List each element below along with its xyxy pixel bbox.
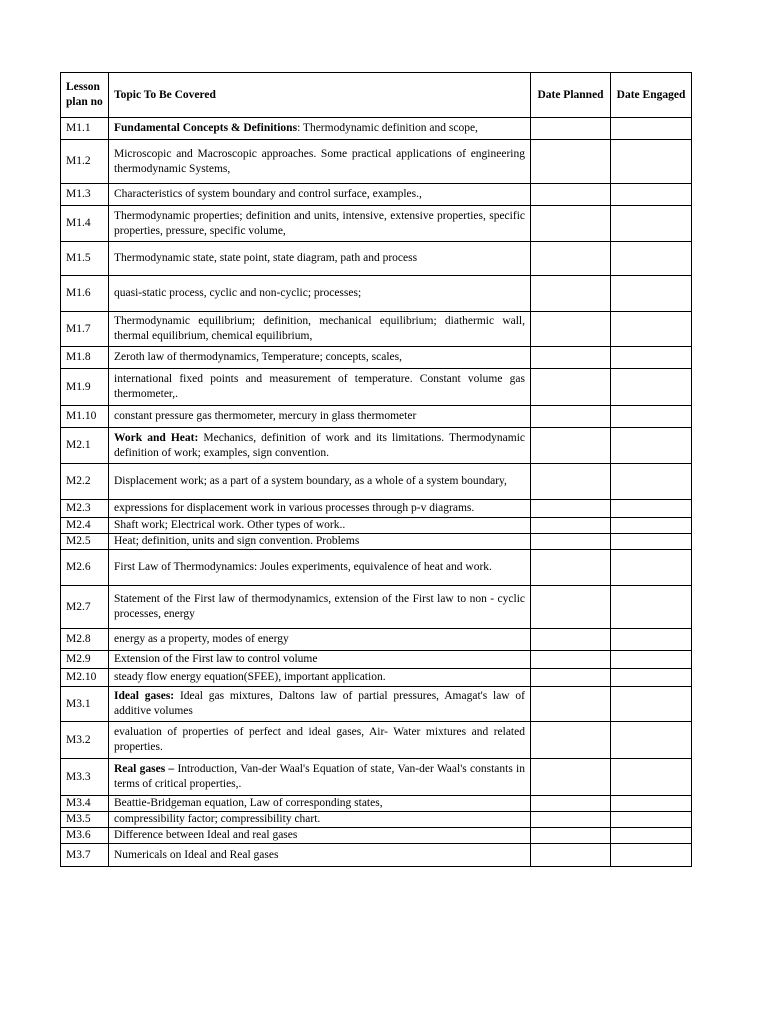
- date-engaged-cell: [611, 534, 692, 550]
- topic-heading: Ideal gases:: [114, 690, 175, 702]
- lesson-plan-number: M2.5: [61, 534, 109, 550]
- date-planned-cell: [531, 550, 611, 586]
- lesson-plan-number: M3.4: [61, 796, 109, 812]
- date-planned-cell: [531, 464, 611, 500]
- table-row: [61, 242, 692, 276]
- lesson-plan-number: M2.9: [61, 651, 109, 669]
- table-row: [61, 312, 692, 347]
- lesson-plan-number: M1.3: [61, 184, 109, 206]
- lesson-plan-number: M2.8: [61, 629, 109, 651]
- lesson-plan-number: M3.5: [61, 812, 109, 828]
- date-planned-cell: [531, 518, 611, 534]
- lesson-plan-number: M2.2: [61, 464, 109, 500]
- lesson-plan-number: M1.9: [61, 369, 109, 406]
- date-planned-cell: [531, 369, 611, 406]
- date-engaged-cell: [611, 796, 692, 812]
- date-planned-cell: [531, 206, 611, 242]
- lesson-plan-number: M2.7: [61, 586, 109, 629]
- table-row: [61, 534, 692, 550]
- topic-cell: [109, 669, 531, 687]
- lesson-plan-number: M1.5: [61, 242, 109, 276]
- lesson-plan-table: [60, 72, 692, 867]
- header-row: [61, 73, 692, 118]
- topic-text: quasi-static process, cyclic and non-cyclic; processes;: [114, 287, 362, 299]
- date-engaged-cell: [611, 369, 692, 406]
- lesson-plan-number: M3.2: [61, 722, 109, 759]
- lesson-plan-number: M2.6: [61, 550, 109, 586]
- lesson-plan-number: M1.1: [61, 118, 109, 140]
- table-row: [61, 669, 692, 687]
- lesson-plan-number: M3.3: [61, 759, 109, 796]
- topic-text: Thermodynamic equilibrium; definition, mechanical equilibrium; diathermic wall, thermal equilibrium, chemical equilibrium,: [114, 315, 525, 342]
- topic-cell: [109, 687, 531, 722]
- date-planned-header: Date Planned: [531, 73, 611, 118]
- topic-text: Characteristics of system boundary and control surface, examples.,: [114, 188, 422, 200]
- date-planned-cell: [531, 828, 611, 844]
- topic-cell: [109, 518, 531, 534]
- topic-cell: [109, 500, 531, 518]
- topic-cell: [109, 550, 531, 586]
- table-row: [61, 428, 692, 464]
- lesson-plan-number: M2.4: [61, 518, 109, 534]
- topic-text: Statement of the First law of thermodynamics, extension of the First law to non - cyclic processes, energy: [114, 593, 525, 620]
- topic-cell: [109, 534, 531, 550]
- date-engaged-cell: [611, 828, 692, 844]
- date-planned-cell: [531, 118, 611, 140]
- lesson-plan-body: [61, 73, 692, 867]
- topic-text: expressions for displacement work in various processes through p-v diagrams.: [114, 502, 475, 514]
- topic-cell: [109, 369, 531, 406]
- date-engaged-cell: [611, 464, 692, 500]
- table-row: [61, 500, 692, 518]
- date-engaged-cell: [611, 118, 692, 140]
- table-row: [61, 464, 692, 500]
- table-row: [61, 184, 692, 206]
- date-planned-cell: [531, 534, 611, 550]
- date-engaged-cell: [611, 312, 692, 347]
- date-planned-cell: [531, 722, 611, 759]
- topic-cell: [109, 428, 531, 464]
- topic-text: Numericals on Ideal and Real gases: [114, 848, 279, 861]
- date-engaged-cell: [611, 629, 692, 651]
- date-planned-cell: [531, 140, 611, 184]
- date-engaged-cell: [611, 347, 692, 369]
- topic-cell: [109, 312, 531, 347]
- date-engaged-cell: [611, 669, 692, 687]
- table-row: [61, 406, 692, 428]
- lesson-plan-number: M1.10: [61, 406, 109, 428]
- table-row: [61, 518, 692, 534]
- date-planned-cell: [531, 687, 611, 722]
- date-planned-cell: [531, 586, 611, 629]
- lesson-plan-number: M1.8: [61, 347, 109, 369]
- date-engaged-header: Date Engaged: [611, 73, 692, 118]
- lesson-plan-number: M1.6: [61, 276, 109, 312]
- topic-text: Thermodynamic state, state point, state diagram, path and process: [114, 252, 418, 264]
- date-planned-cell: [531, 669, 611, 687]
- topic-text: : Thermodynamic definition and scope,: [297, 122, 478, 134]
- date-planned-cell: [531, 844, 611, 867]
- lesson-plan-number: M3.7: [61, 844, 109, 867]
- table-row: [61, 828, 692, 844]
- topic-cell: [109, 184, 531, 206]
- date-engaged-cell: [611, 550, 692, 586]
- lesson-plan-number: M1.7: [61, 312, 109, 347]
- date-planned-cell: [531, 242, 611, 276]
- date-planned-cell: [531, 500, 611, 518]
- topic-cell: [109, 347, 531, 369]
- topic-text: energy as a property, modes of energy: [114, 633, 289, 645]
- topic-cell: [109, 242, 531, 276]
- date-planned-cell: [531, 276, 611, 312]
- lesson-plan-number: M1.4: [61, 206, 109, 242]
- table-row: [61, 347, 692, 369]
- topic-text: compressibility factor; compressibility chart.: [114, 813, 321, 825]
- date-engaged-cell: [611, 722, 692, 759]
- table-row: [61, 687, 692, 722]
- table-row: [61, 586, 692, 629]
- table-row: [61, 844, 692, 867]
- date-engaged-cell: [611, 500, 692, 518]
- topic-text: Mechanics, definition of work and its limitations. Thermodynamic definition of work; examples, sign convention.: [114, 431, 526, 459]
- topic-text: First Law of Thermodynamics: Joules experiments, equivalence of heat and work.: [114, 561, 492, 573]
- topic-cell: [109, 651, 531, 669]
- topic-text: Thermodynamic properties; definition and units, intensive, extensive properties, specific properties, pressure, specific volume,: [114, 209, 525, 237]
- topic-header: Topic To Be Covered: [109, 73, 531, 118]
- date-planned-cell: [531, 796, 611, 812]
- topic-text: Difference between Ideal and real gases: [114, 829, 298, 841]
- topic-text: Extension of the First law to control volume: [114, 653, 318, 665]
- date-engaged-cell: [611, 651, 692, 669]
- lesson-plan-number: M2.10: [61, 669, 109, 687]
- lesson-plan-number: M1.2: [61, 140, 109, 184]
- topic-cell: [109, 812, 531, 828]
- topic-cell: [109, 796, 531, 812]
- table-row: [61, 140, 692, 184]
- topic-cell: [109, 629, 531, 651]
- date-engaged-cell: [611, 206, 692, 242]
- topic-cell: [109, 406, 531, 428]
- date-engaged-cell: [611, 184, 692, 206]
- table-row: [61, 759, 692, 796]
- table-row: [61, 629, 692, 651]
- date-planned-cell: [531, 629, 611, 651]
- topic-cell: [109, 828, 531, 844]
- topic-cell: [109, 722, 531, 759]
- table-row: [61, 651, 692, 669]
- date-planned-cell: [531, 312, 611, 347]
- topic-text: Beattie-Bridgeman equation, Law of corresponding states,: [114, 797, 383, 809]
- topic-text: constant pressure gas thermometer, mercury in glass thermometer: [114, 410, 417, 422]
- table-row: [61, 276, 692, 312]
- topic-cell: [109, 464, 531, 500]
- table-row: [61, 118, 692, 140]
- date-planned-cell: [531, 428, 611, 464]
- date-engaged-cell: [611, 242, 692, 276]
- topic-text: evaluation of properties of perfect and ideal gases, Air- Water mixtures and related properties.: [114, 726, 525, 753]
- table-row: [61, 206, 692, 242]
- date-engaged-cell: [611, 518, 692, 534]
- date-engaged-cell: [611, 759, 692, 796]
- date-engaged-cell: [611, 140, 692, 184]
- table-row: [61, 369, 692, 406]
- table-row: [61, 722, 692, 759]
- topic-heading: Real gases –: [114, 763, 175, 775]
- date-planned-cell: [531, 347, 611, 369]
- date-engaged-cell: [611, 812, 692, 828]
- date-planned-cell: [531, 406, 611, 428]
- topic-cell: [109, 118, 531, 140]
- topic-text: international fixed points and measurement of temperature. Constant volume gas thermometer,.: [114, 373, 525, 400]
- topic-cell: [109, 844, 531, 867]
- topic-cell: [109, 586, 531, 629]
- date-engaged-cell: [611, 276, 692, 312]
- topic-text: Microscopic and Macroscopic approaches. Some practical applications of engineering thermodynamic Systems,: [114, 147, 525, 175]
- date-engaged-cell: [611, 687, 692, 722]
- topic-heading: Work and Heat:: [114, 431, 199, 444]
- date-engaged-cell: [611, 406, 692, 428]
- table-row: [61, 812, 692, 828]
- topic-text: Zeroth law of thermodynamics, Temperature; concepts, scales,: [114, 351, 402, 363]
- topic-heading: Fundamental Concepts & Definitions: [114, 122, 298, 134]
- date-planned-cell: [531, 651, 611, 669]
- topic-text: Displacement work; as a part of a system boundary, as a whole of a system boundary,: [114, 475, 507, 487]
- topic-text: Shaft work; Electrical work. Other types of work..: [114, 519, 346, 531]
- date-engaged-cell: [611, 428, 692, 464]
- topic-text: Heat; definition, units and sign convention. Problems: [114, 535, 360, 547]
- topic-text: steady flow energy equation(SFEE), important application.: [114, 671, 386, 683]
- lesson-plan-number: M3.6: [61, 828, 109, 844]
- lesson-plan-no-header: Lesson plan no: [61, 73, 109, 118]
- date-planned-cell: [531, 812, 611, 828]
- topic-cell: [109, 759, 531, 796]
- topic-cell: [109, 140, 531, 184]
- topic-cell: [109, 276, 531, 312]
- topic-cell: [109, 206, 531, 242]
- table-row: [61, 796, 692, 812]
- topic-text: Introduction, Van-der Waal's Equation of state, Van-der Waal's constants in terms of critical properties,.: [114, 763, 526, 790]
- topic-text: Ideal gas mixtures, Daltons law of partial pressures, Amagat's law of additive volumes: [114, 690, 525, 717]
- date-engaged-cell: [611, 844, 692, 867]
- lesson-plan-number: M2.1: [61, 428, 109, 464]
- lesson-plan-number: M2.3: [61, 500, 109, 518]
- date-engaged-cell: [611, 586, 692, 629]
- date-planned-cell: [531, 184, 611, 206]
- date-planned-cell: [531, 759, 611, 796]
- lesson-plan-number: M3.1: [61, 687, 109, 722]
- table-row: [61, 550, 692, 586]
